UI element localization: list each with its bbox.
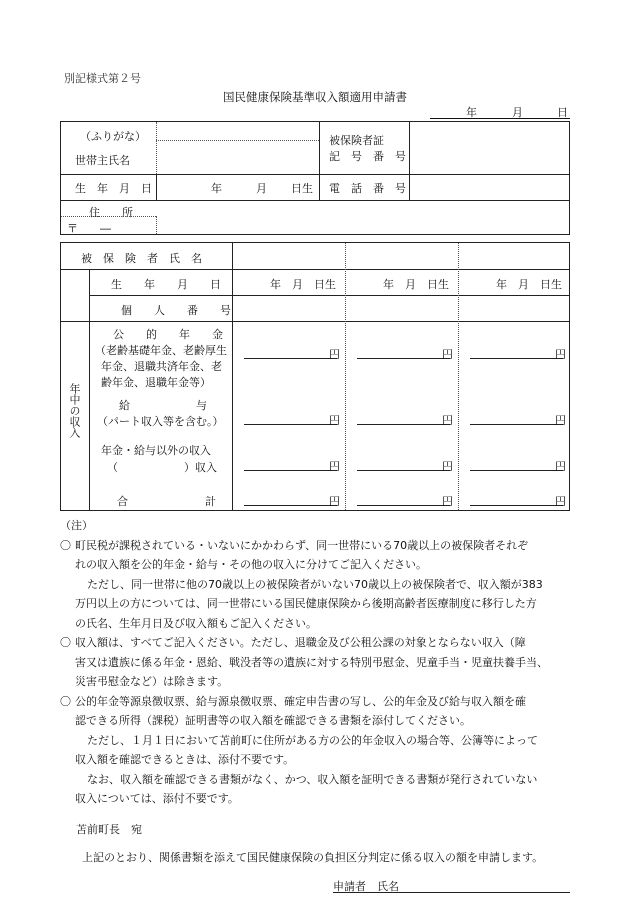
yen-unit: 円 bbox=[329, 414, 340, 427]
notes-section bbox=[60, 516, 580, 809]
note-line: 災害弔慰金など）は除きます。 bbox=[75, 675, 229, 688]
insurance-card-number-field[interactable] bbox=[410, 122, 568, 173]
other-amount-2[interactable] bbox=[357, 458, 450, 471]
note-line: れの収入額を公的年金・給与・その他の収入に分けてご記入ください。 bbox=[75, 558, 427, 571]
note-line: 認できる所得（課税）証明書等の収入額を確認できる書類を添付してください。 bbox=[75, 714, 471, 727]
birth-month-label: 月 bbox=[256, 182, 267, 195]
head-of-household-label: 世帯主氏名 bbox=[75, 154, 130, 167]
phone-field[interactable] bbox=[410, 175, 568, 199]
note-item: 〇 公的年金等源泉徴収票、給与源泉徴収票、確定申告書の写し、公的年金及び給与収入額を確 bbox=[60, 692, 580, 712]
applicant-name-label: 申請者 氏名 bbox=[333, 880, 399, 893]
birth-day-label: 日生 bbox=[291, 182, 313, 195]
note-item: 〇 収入額は、すべてご記入ください。ただし、退職金及び公租公課の対象とならない収入（障 bbox=[60, 633, 580, 653]
note-line: 害又は遺族に係る年金・恩給、戦没者等の遺族に対する特別弔慰金、児童手当・児童扶養手当、 bbox=[75, 655, 548, 669]
applicant-name-field[interactable] bbox=[333, 892, 570, 893]
insured-name-field-3[interactable] bbox=[459, 244, 568, 268]
addressee: 苫前町長 宛 bbox=[76, 823, 142, 836]
bullet-icon: 〇 bbox=[60, 636, 71, 649]
birthdate-col-3: 年 月 日生 bbox=[496, 278, 562, 291]
yen-unit: 円 bbox=[442, 414, 453, 427]
pension-detail-2: 年金、退職共済年金、老 bbox=[101, 360, 222, 373]
salary-detail: （パート収入等を含む。） bbox=[97, 415, 224, 428]
bullet-icon: 〇 bbox=[60, 538, 71, 552]
date-month-label: 月 bbox=[512, 106, 523, 119]
pension-amount-1[interactable] bbox=[244, 346, 337, 359]
birth-year-label: 年 bbox=[211, 182, 222, 195]
yen-unit: 円 bbox=[555, 348, 566, 361]
form-number: 別記様式第２号 bbox=[64, 72, 141, 85]
yen-unit: 円 bbox=[329, 495, 340, 508]
note-item: 〇 町民税が課税されている・いないにかかわらず、同一世帯にいる70歳以上の被保険者それぞ bbox=[60, 536, 580, 556]
other-amount-3[interactable] bbox=[470, 458, 563, 471]
declaration-text: 上記のとおり、関係書類を添えて国民健康保険の負担区分判定に係る収入の額を申請します。 bbox=[82, 851, 544, 864]
birthdate-label: 生 年 月 日 bbox=[75, 182, 152, 195]
insurance-card-number-label: 記 号 番 号 bbox=[329, 150, 406, 163]
note-line: なお、収入額を確認できる書類がなく、かつ、収入額を証明できる書類が発行されていない bbox=[87, 772, 538, 786]
yen-unit: 円 bbox=[329, 460, 340, 473]
notes-heading: （注） bbox=[60, 519, 93, 532]
note-line: 収入については、添付不要です。 bbox=[75, 792, 239, 805]
bullet-icon: 〇 bbox=[60, 694, 71, 708]
annual-income-label: 年中の収入 bbox=[68, 383, 81, 438]
total-amount-2[interactable] bbox=[357, 493, 450, 506]
other-income-label: 年金・給与以外の収入 bbox=[101, 444, 211, 457]
insured-birthdate-label: 生 年 月 日 bbox=[111, 278, 221, 291]
insurance-card-label: 被保険者証 bbox=[329, 134, 384, 147]
pension-detail-1: （老齢基礎年金、老齢厚生 bbox=[95, 344, 227, 357]
salary-amount-1[interactable] bbox=[244, 412, 337, 425]
salary-amount-3[interactable] bbox=[470, 412, 563, 425]
head-of-household-name-field[interactable] bbox=[157, 141, 318, 173]
yen-unit: 円 bbox=[555, 414, 566, 427]
postal-code-label: 〒 ― bbox=[67, 222, 111, 235]
total-label: 合 計 bbox=[117, 495, 216, 508]
note-line: の氏名、生年月日及び収入額もご記入ください。 bbox=[75, 616, 317, 630]
total-amount-1[interactable] bbox=[244, 493, 337, 506]
note-line: 万円以上の方については、同一世帯にいる国民健康保険から後期高齢者医療制度に移行した方 bbox=[75, 597, 537, 610]
salary-amount-2[interactable] bbox=[357, 412, 450, 425]
address-field[interactable] bbox=[157, 201, 568, 234]
birthdate-col-2: 年 月 日生 bbox=[383, 278, 449, 291]
pension-amount-2[interactable] bbox=[357, 346, 450, 359]
yen-unit: 円 bbox=[555, 460, 566, 473]
note-line: ただし、同一世帯に他の70歳以上の被保険者がいない70歳以上の被保険者で、収入額が383 bbox=[87, 577, 543, 591]
date-field[interactable] bbox=[430, 104, 570, 119]
pension-detail-3: 齢年金、退職年金等） bbox=[101, 376, 211, 389]
date-day-label: 日 bbox=[557, 106, 568, 119]
income-table bbox=[60, 242, 570, 511]
yen-unit: 円 bbox=[442, 495, 453, 508]
mynumber-label: 個 人 番 号 bbox=[121, 304, 231, 317]
note-line: ただし、１月１日において苫前町に住所がある方の公的年金収入の場合等、公簿等によって bbox=[87, 733, 538, 747]
form-title: 国民健康保険基準収入額適用申請書 bbox=[223, 90, 407, 104]
insured-name-field-2[interactable] bbox=[346, 244, 457, 268]
date-year-label: 年 bbox=[466, 106, 477, 119]
insured-name-field-1[interactable] bbox=[233, 244, 344, 268]
furigana-label: （ふりがな） bbox=[80, 130, 146, 143]
public-pension-label: 公 的 年 金 bbox=[113, 328, 223, 341]
address-label: 住 所 bbox=[89, 206, 133, 219]
yen-unit: 円 bbox=[442, 460, 453, 473]
household-table bbox=[60, 121, 570, 235]
insured-name-label: 被 保 険 者 氏 名 bbox=[81, 252, 202, 265]
other-income-detail: （ ）収入 bbox=[107, 461, 217, 474]
yen-unit: 円 bbox=[555, 495, 566, 508]
yen-unit: 円 bbox=[442, 348, 453, 361]
other-amount-1[interactable] bbox=[244, 458, 337, 471]
salary-label: 給 与 bbox=[119, 399, 207, 412]
pension-amount-3[interactable] bbox=[470, 346, 563, 359]
total-amount-3[interactable] bbox=[470, 493, 563, 506]
phone-label: 電 話 番 号 bbox=[329, 182, 406, 195]
yen-unit: 円 bbox=[329, 348, 340, 361]
birthdate-col-1: 年 月 日生 bbox=[270, 278, 336, 291]
note-line: 収入額を確認できるときは、添付不要です。 bbox=[75, 753, 295, 766]
